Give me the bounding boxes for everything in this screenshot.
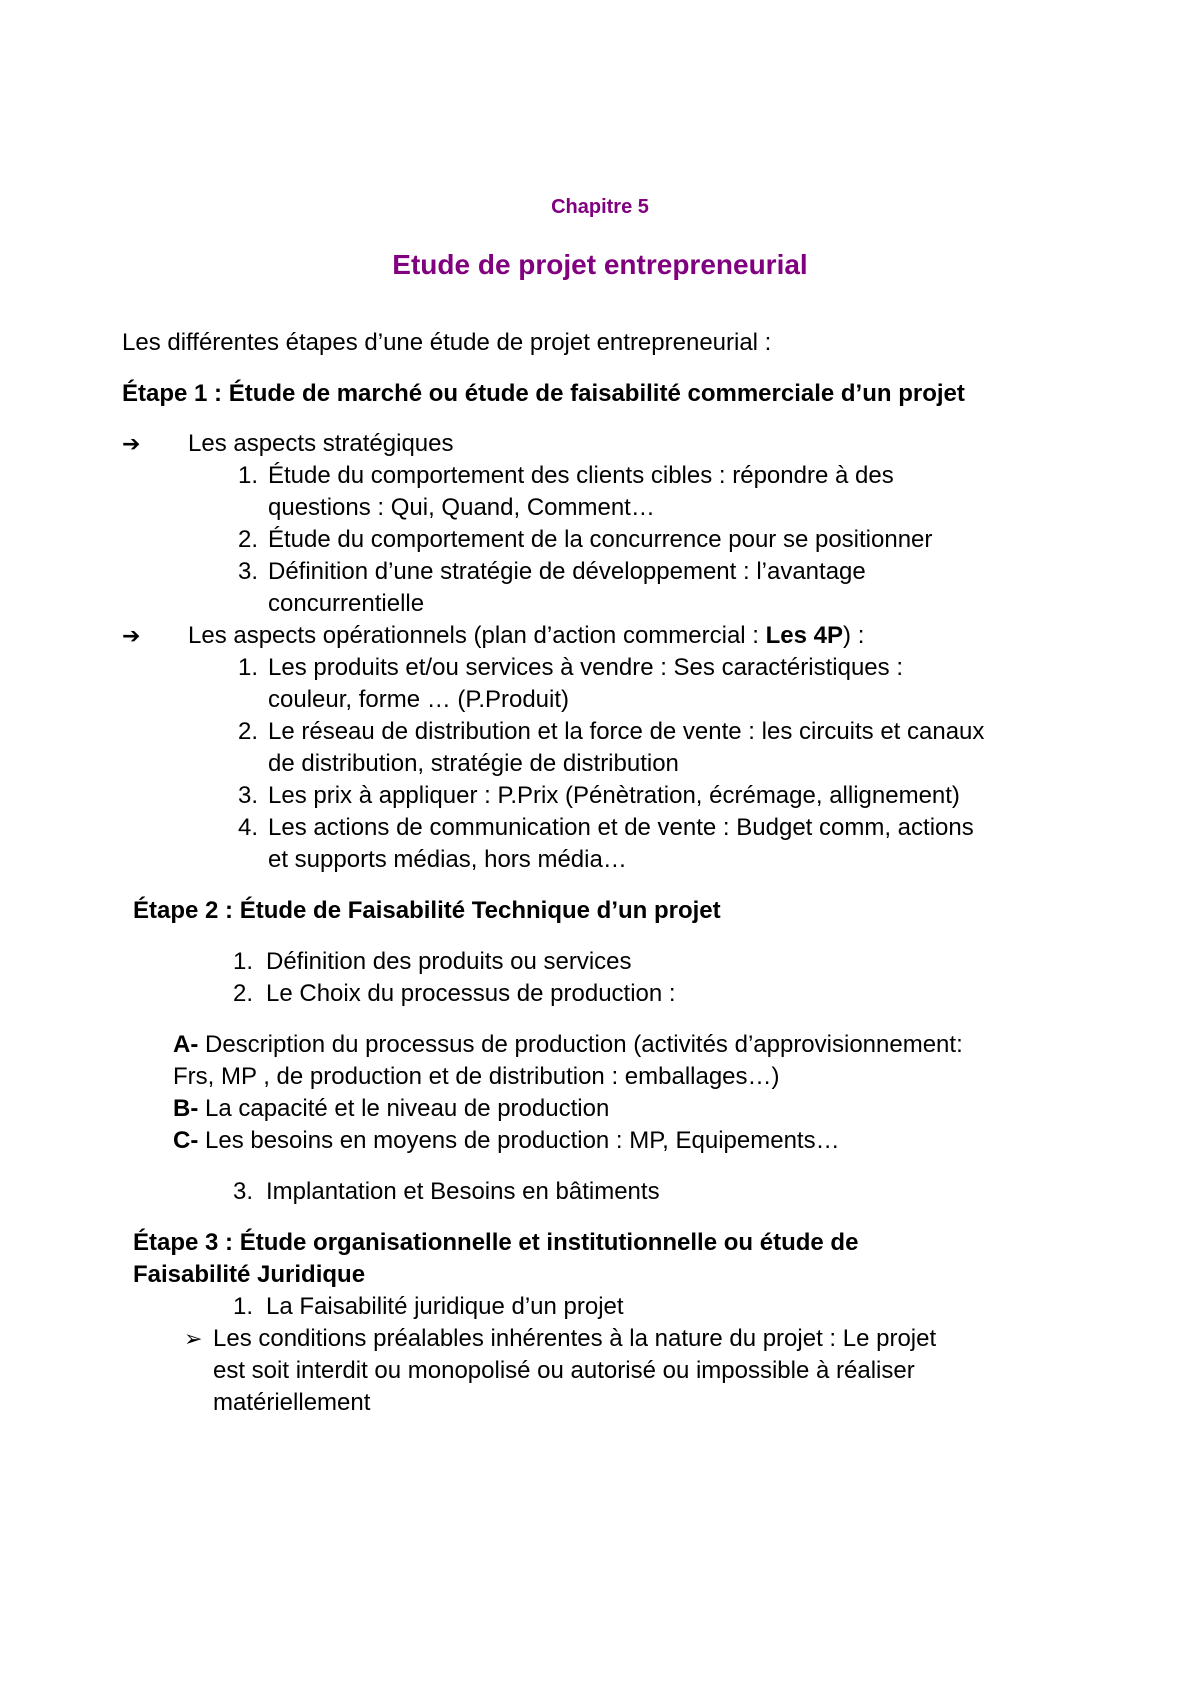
right-arrow-icon: ➔ bbox=[122, 431, 141, 456]
list-item-text: de distribution, stratégie de distribution bbox=[268, 750, 679, 777]
list-item-text: Définition d’une stratégie de développement : l’avantage bbox=[268, 558, 866, 585]
list-item-text: Implantation et Besoins en bâtiments bbox=[266, 1178, 660, 1205]
list-item-text: La Faisabilité juridique d’un projet bbox=[266, 1293, 624, 1320]
list-number: 3. bbox=[238, 558, 259, 585]
list-item-text: Les produits et/ou services à vendre : Ses caractéristiques : bbox=[268, 654, 903, 681]
triangle-bullet-icon: ➢ bbox=[184, 1326, 203, 1351]
sub-item-b: B- La capacité et le niveau de production bbox=[173, 1095, 610, 1122]
intro-text: Les différentes étapes d’une étude de projet entrepreneurial : bbox=[122, 329, 772, 356]
list-number: 1. bbox=[233, 1293, 254, 1320]
list-number: 2. bbox=[238, 526, 259, 553]
list-item-text: Le réseau de distribution et la force de vente : les circuits et canaux bbox=[268, 718, 985, 745]
list-number: 1. bbox=[238, 462, 259, 489]
list-number: 4. bbox=[238, 814, 259, 841]
list-item-text: concurrentielle bbox=[268, 590, 425, 617]
list-item-text: Étude du comportement des clients cibles : répondre à des bbox=[268, 462, 894, 489]
list-item-text: Les actions de communication et de vente : Budget comm, actions bbox=[268, 814, 974, 841]
etape2-heading: Étape 2 : Étude de Faisabilité Technique d’un projet bbox=[133, 897, 721, 924]
page-title: Etude de projet entrepreneurial bbox=[392, 249, 808, 280]
list-number: 2. bbox=[238, 718, 259, 745]
list-number: 2. bbox=[233, 980, 254, 1007]
list-number: 3. bbox=[238, 782, 259, 809]
list-number: 1. bbox=[238, 654, 259, 681]
chapter-label: Chapitre 5 bbox=[551, 196, 649, 218]
list-item-text: questions : Qui, Quand, Comment… bbox=[268, 494, 655, 521]
sub-item-c: C- Les besoins en moyens de production : MP, Equipements… bbox=[173, 1127, 840, 1154]
strategic-label: Les aspects stratégiques bbox=[188, 430, 454, 457]
bullet-text: Les conditions préalables inhérentes à la nature du projet : Le projet bbox=[213, 1325, 937, 1352]
list-number: 1. bbox=[233, 948, 254, 975]
list-item-text: Définition des produits ou services bbox=[266, 948, 632, 975]
sub-item-a: A- Description du processus de production (activités d’approvisionnement: bbox=[173, 1031, 963, 1058]
etape3-heading-cont: Faisabilité Juridique bbox=[133, 1261, 366, 1288]
operational-label: Les aspects opérationnels (plan d’action commercial : Les 4P) : bbox=[188, 622, 865, 649]
list-item-text: et supports médias, hors média… bbox=[268, 846, 627, 873]
list-number: 3. bbox=[233, 1178, 254, 1205]
list-item-text: Étude du comportement de la concurrence pour se positionner bbox=[268, 526, 933, 553]
list-item-text: Le Choix du processus de production : bbox=[266, 980, 676, 1007]
list-item-text: couleur, forme … (P.Produit) bbox=[268, 686, 570, 713]
bullet-text: matériellement bbox=[213, 1389, 371, 1416]
sub-item-a-cont: Frs, MP , de production et de distribution : emballages…) bbox=[173, 1063, 780, 1090]
etape1-heading: Étape 1 : Étude de marché ou étude de faisabilité commerciale d’un projet bbox=[122, 380, 965, 407]
right-arrow-icon: ➔ bbox=[122, 623, 141, 648]
bullet-text: est soit interdit ou monopolisé ou autorisé ou impossible à réaliser bbox=[213, 1357, 915, 1384]
etape3-heading: Étape 3 : Étude organisationnelle et institutionnelle ou étude de bbox=[133, 1229, 859, 1256]
list-item-text: Les prix à appliquer : P.Prix (Pénètration, écrémage, allignement) bbox=[268, 782, 960, 809]
